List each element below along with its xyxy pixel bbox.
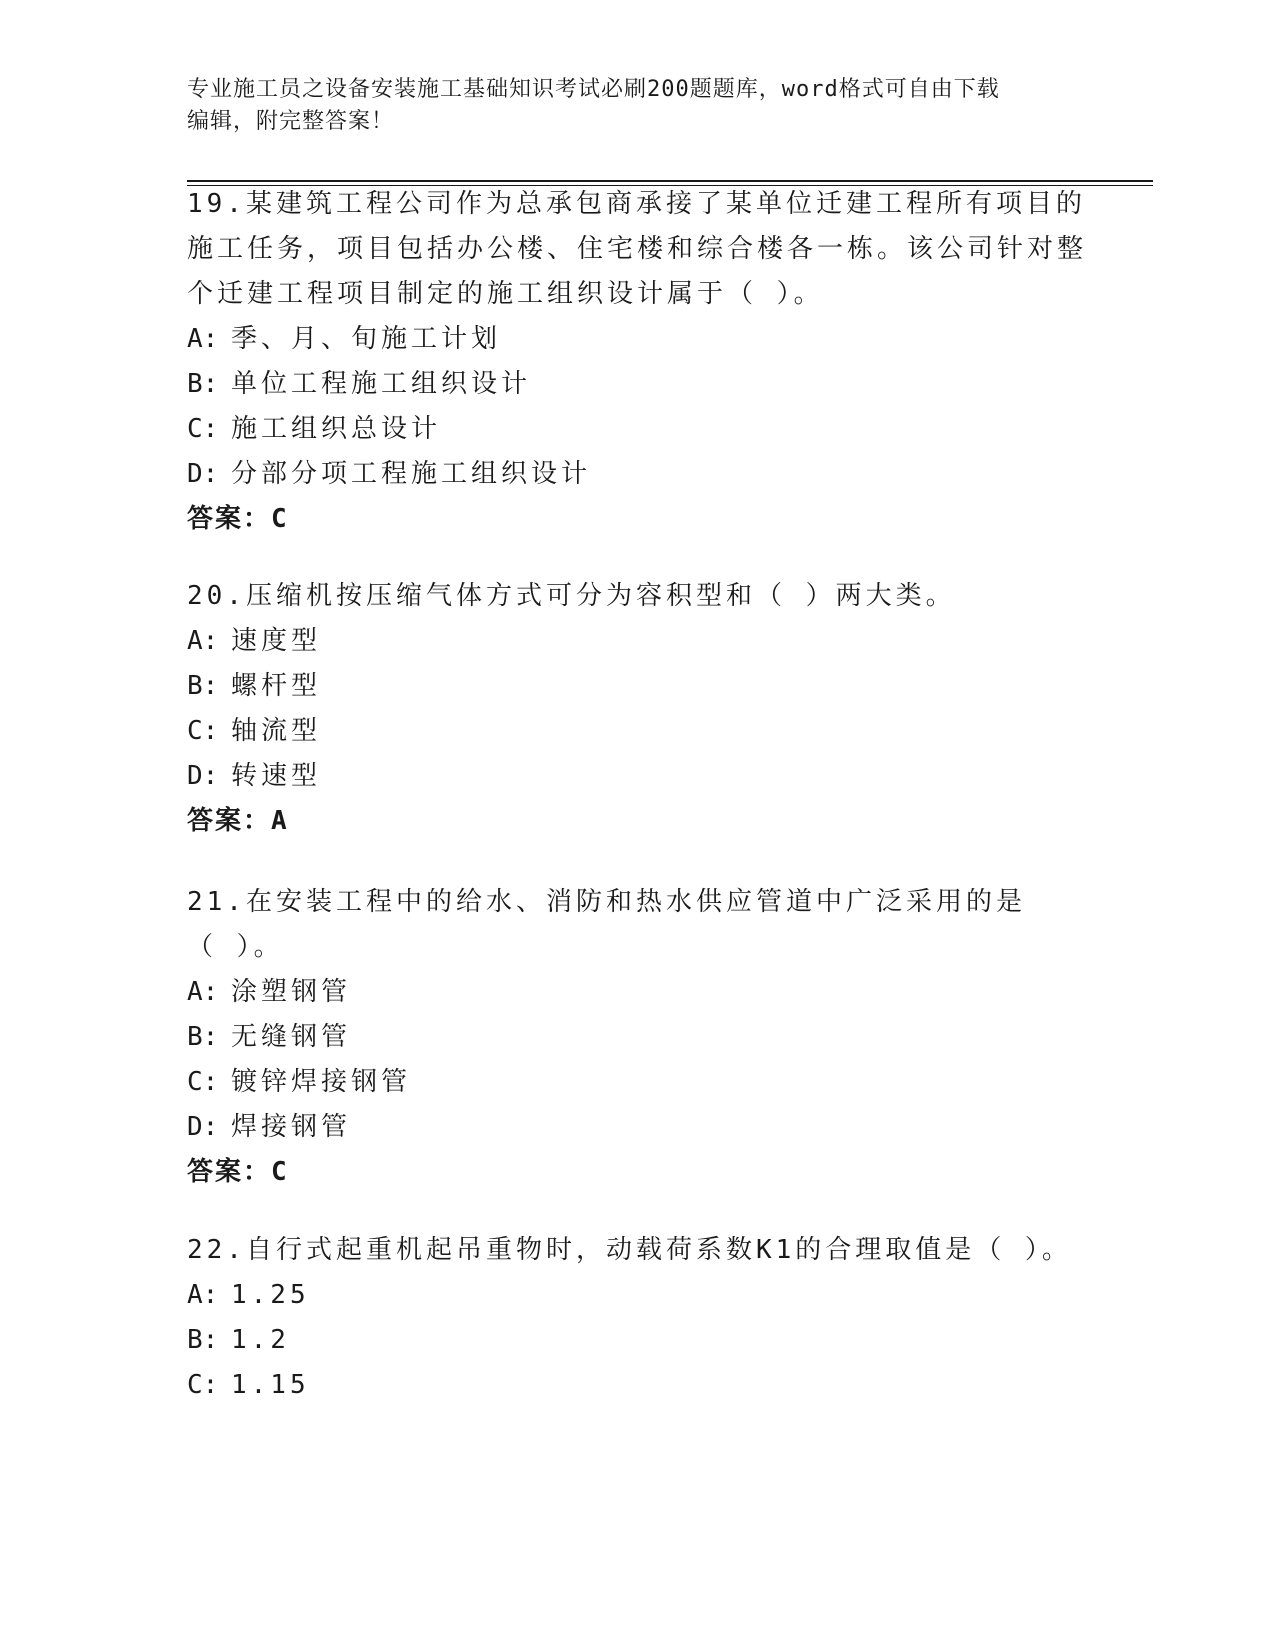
question-20 xyxy=(187,574,1087,844)
answer-label: 答案：A xyxy=(187,806,289,836)
option-key: C: xyxy=(187,1370,219,1400)
question-text: 19.某建筑工程公司作为总承包商承接了某单位迁建工程所有项目的施工任务，项目包括办公楼、住宅楼和综合楼各一栋。该公司针对整个迁建工程项目制定的施工组织设计属于（ ）。 xyxy=(187,189,1088,309)
option-key: A: xyxy=(187,1280,219,1310)
option-text: 施工组织总设计 xyxy=(231,414,442,444)
option-d xyxy=(187,1105,1047,1150)
option-key: B: xyxy=(187,1022,219,1052)
option-key: B: xyxy=(187,369,219,399)
option-c xyxy=(187,1363,1087,1408)
option-text: 单位工程施工组织设计 xyxy=(231,369,532,399)
option-a xyxy=(187,619,1087,664)
option-text: 轴流型 xyxy=(231,716,322,746)
option-text: 无缝钢管 xyxy=(231,1022,352,1052)
option-b xyxy=(187,664,1087,709)
option-key: A: xyxy=(187,977,219,1007)
option-text: 速度型 xyxy=(231,626,322,656)
option-a xyxy=(187,970,1047,1015)
option-key: B: xyxy=(187,671,219,701)
option-b xyxy=(187,1015,1047,1060)
option-key: D: xyxy=(187,1112,219,1142)
option-d xyxy=(187,754,1087,799)
answer-label: 答案：C xyxy=(187,1157,289,1187)
option-c xyxy=(187,407,1087,452)
option-text: 涂塑钢管 xyxy=(231,977,352,1007)
option-b xyxy=(187,1318,1087,1363)
header-line-2: 编辑，附完整答案！ xyxy=(187,109,395,134)
option-key: B: xyxy=(187,1325,219,1355)
option-text: 1.15 xyxy=(231,1370,310,1400)
option-key: C: xyxy=(187,414,219,444)
option-c xyxy=(187,709,1087,754)
option-key: A: xyxy=(187,626,219,656)
option-b xyxy=(187,362,1087,407)
question-19 xyxy=(187,182,1087,542)
answer-label: 答案：C xyxy=(187,504,289,534)
header-line-1: 专业施工员之设备安装施工基础知识考试必刷200题题库，word格式可自由下载 xyxy=(187,77,1000,102)
option-text: 焊接钢管 xyxy=(231,1112,352,1142)
option-text: 1.25 xyxy=(231,1280,310,1310)
option-key: C: xyxy=(187,1067,219,1097)
question-text: 22.自行式起重机起吊重物时，动载荷系数K1的合理取值是（ ）。 xyxy=(187,1235,1072,1265)
option-a xyxy=(187,1273,1087,1318)
question-text: 21.在安装工程中的给水、消防和热水供应管道中广泛采用的是（ ）。 xyxy=(187,887,1026,962)
option-key: D: xyxy=(187,459,219,489)
option-d xyxy=(187,452,1087,497)
option-text: 季、月、旬施工计划 xyxy=(231,324,502,354)
option-text: 分部分项工程施工组织设计 xyxy=(231,459,592,489)
option-text: 1.2 xyxy=(231,1325,290,1355)
option-key: D: xyxy=(187,761,219,791)
question-22 xyxy=(187,1228,1087,1408)
option-text: 转速型 xyxy=(231,761,322,791)
document-header xyxy=(187,74,1067,138)
option-key: A: xyxy=(187,324,219,354)
option-text: 镀锌焊接钢管 xyxy=(231,1067,412,1097)
option-key: C: xyxy=(187,716,219,746)
question-text: 20.压缩机按压缩气体方式可分为容积型和（ ）两大类。 xyxy=(187,581,956,611)
option-a xyxy=(187,317,1087,362)
option-c xyxy=(187,1060,1047,1105)
question-21 xyxy=(187,880,1047,1195)
option-text: 螺杆型 xyxy=(231,671,322,701)
